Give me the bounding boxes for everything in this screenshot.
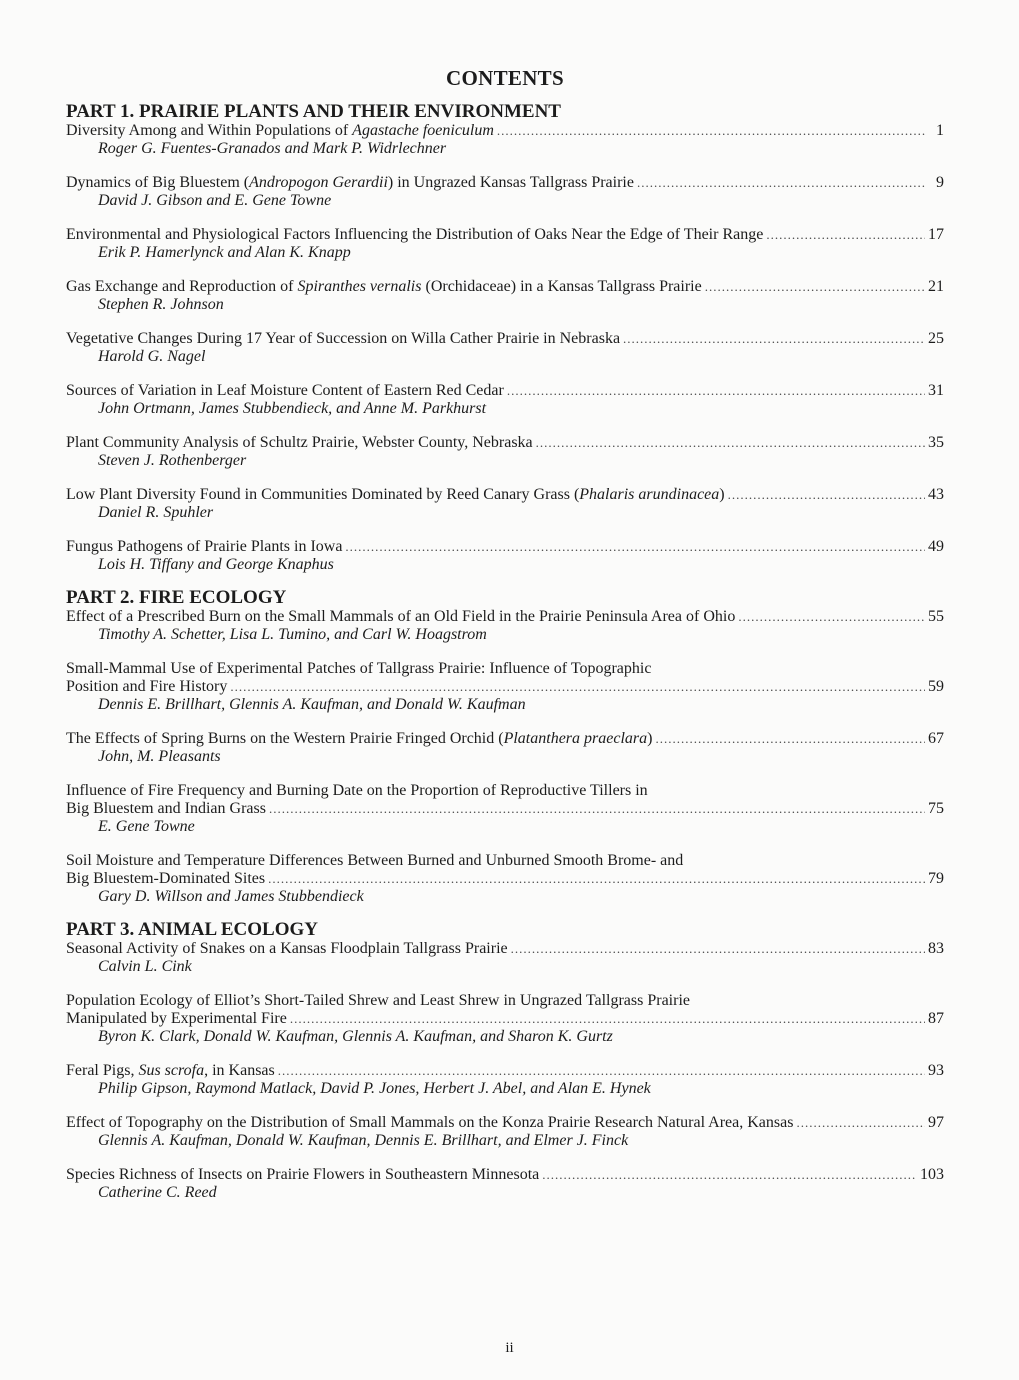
entry-authors: E. Gene Towne [98,818,195,835]
entry-title-line: Soil Moisture and Temperature Differences Between Burned and Unburned Smooth Brome- and [66,852,684,869]
entry-title [66,678,227,696]
dot-leader [511,940,925,958]
dot-leader [728,486,925,504]
entry-title-text: Plant Community Analysis of Schultz Prairie, Webster County, Nebraska [66,434,533,451]
entry-line [66,278,944,296]
toc-entry [66,122,944,158]
toc-entry [66,1062,944,1098]
page-number-ref: 17 [928,226,944,243]
part-heading: PART 1. PRAIRIE PLANTS AND THEIR ENVIRONMENT [66,101,561,122]
page-number-ref: 59 [928,678,944,695]
dot-leader [269,800,925,818]
entry-title-text: Low Plant Diversity Found in Communities Dominated by Reed Canary Grass ( [66,486,580,503]
page-number-ref: 97 [928,1114,944,1131]
toc-part [66,588,944,906]
dot-leader [497,122,925,140]
entry-line [66,434,944,452]
dot-leader [766,226,925,244]
page-number-ref: 75 [928,800,944,817]
page-number-ref: 79 [928,870,944,887]
entry-title-text: Gas Exchange and Reproduction of [66,278,298,295]
entry-title-tail: , in Kansas [204,1062,275,1079]
toc-entry [66,382,944,418]
dot-leader [268,870,925,888]
dot-leader [738,608,925,626]
entry-line [66,538,944,556]
toc-entry [66,434,944,470]
entry-title [66,608,735,626]
entry-title-tail: ) [719,486,725,503]
entry-authors: John, M. Pleasants [98,748,221,765]
entry-title-tail: (Orchidaceae) in a Kansas Tallgrass Prairie [421,278,702,295]
entry-title [66,1010,287,1028]
entry-title-species: Spiranthes vernalis [297,278,422,295]
page-title: CONTENTS [446,66,564,90]
entry-title [66,800,266,818]
entry-title-line: Population Ecology of Elliot’s Short-Tailed Shrew and Least Shrew in Ungrazed Tallgrass Prairie [66,992,690,1009]
entry-authors: Catherine C. Reed [98,1184,217,1201]
parts-container [66,102,944,1202]
page-number-ref: 31 [928,382,944,399]
entry-title [66,1114,793,1132]
entry-title-tail: ) [647,730,653,747]
dot-leader [637,174,925,192]
page-number-ref: 21 [928,278,944,295]
toc-part [66,102,944,574]
entry-title-text: Diversity Among and Within Populations of [66,122,353,139]
part-heading: PART 3. ANIMAL ECOLOGY [66,919,318,940]
entry-title-text: Environmental and Physiological Factors Influencing the Distribution of Oaks Near the Edge of Their Range [66,226,764,243]
entry-line [66,1114,944,1132]
entry-authors: Dennis E. Brillhart, Glennis A. Kaufman, and Donald W. Kaufman [98,696,526,713]
entry-authors: Glennis A. Kaufman, Donald W. Kaufman, Dennis E. Brillhart, and Elmer J. Finck [98,1132,629,1149]
entry-authors: Steven J. Rothenberger [98,452,247,469]
toc-entry [66,730,944,766]
dot-leader [796,1114,925,1132]
page-number-ref: 35 [928,434,944,451]
entry-authors: Roger G. Fuentes-Granados and Mark P. Widrlechner [98,140,447,157]
entry-line [66,940,944,958]
toc-entry [66,782,944,836]
entry-line [66,330,944,348]
entry-authors: Harold G. Nagel [98,348,206,365]
entry-line [66,226,944,244]
entry-line [66,870,944,888]
entry-authors: Stephen R. Johnson [98,296,224,313]
entry-title-text: Seasonal Activity of Snakes on a Kansas Floodplain Tallgrass Prairie [66,940,508,957]
toc-entry [66,174,944,210]
entry-title-text: Effect of Topography on the Distribution of Small Mammals on the Konza Prairie Research Natural Area, Kansas [66,1114,794,1131]
entry-title-text: Species Richness of Insects on Prairie Flowers in Southeastern Minnesota [66,1166,540,1183]
entry-line [66,678,944,696]
entry-authors: David J. Gibson and E. Gene Towne [98,192,332,209]
entry-line [66,800,944,818]
toc-entry [66,660,944,714]
dot-leader [536,434,925,452]
entry-authors: Calvin L. Cink [98,958,192,975]
entry-title-text: The Effects of Spring Burns on the Western Prairie Fringed Orchid ( [66,730,504,747]
page-number-ref: 49 [928,538,944,555]
entry-title-species: Phalaris arundinacea [579,486,720,503]
page-number-ref: 87 [928,1010,944,1027]
toc-entry [66,940,944,976]
entry-line [66,1062,944,1080]
entry-title-text: Effect of a Prescribed Burn on the Small Mammals of an Old Field in the Prairie Peninsula Area of Ohio [66,608,736,625]
entry-authors: Philip Gipson, Raymond Matlack, David P. Jones, Herbert J. Abel, and Alan E. Hynek [98,1080,651,1097]
entry-authors: Erik P. Hamerlynck and Alan K. Knapp [98,244,351,261]
entry-title [66,122,494,140]
entry-line [66,174,944,192]
entry-title-text: Sources of Variation in Leaf Moisture Content of Eastern Red Cedar [66,382,504,399]
dot-leader [230,678,925,696]
entry-authors: Gary D. Willson and James Stubbendieck [98,888,364,905]
entry-title-text: Big Bluestem-Dominated Sites [66,870,266,887]
page-number: ii [505,1340,514,1356]
entry-authors: John Ortmann, James Stubbendieck, and Anne M. Parkhurst [98,400,487,417]
contents-page [66,66,944,1216]
entry-title-text: Position and Fire History [66,678,228,695]
entry-title-text: Big Bluestem and Indian Grass [66,800,266,817]
entry-line [66,608,944,626]
entry-title-text: Feral Pigs, [66,1062,139,1079]
page-number-ref: 1 [936,122,944,139]
entry-title-line: Small-Mammal Use of Experimental Patches of Tallgrass Prairie: Influence of Topographic [66,660,652,677]
dot-leader [655,730,925,748]
entry-line [66,122,944,140]
entry-line [66,382,944,400]
dot-leader [542,1166,917,1184]
entry-title [66,870,265,888]
page-number-ref: 43 [928,486,944,503]
page-number-ref: 103 [920,1166,944,1183]
toc-entry [66,330,944,366]
entry-title [66,382,504,400]
entry-title [66,1166,539,1184]
toc-entry [66,992,944,1046]
entry-line [66,1010,944,1028]
dot-leader [290,1010,925,1028]
entry-title-text: Fungus Pathogens of Prairie Plants in Iowa [66,538,343,555]
entry-title-species: Agastache foeniculum [352,122,494,139]
entry-title-species: Sus scrofa [138,1062,205,1079]
entry-title-text: Vegetative Changes During 17 Year of Succession on Willa Cather Prairie in Nebraska [66,330,621,347]
entry-title [66,538,342,556]
part-heading: PART 2. FIRE ECOLOGY [66,587,287,608]
entry-title-text: Dynamics of Big Bluestem ( [66,174,250,191]
entry-title-text: Manipulated by Experimental Fire [66,1010,287,1027]
dot-leader [507,382,925,400]
entry-title [66,434,533,452]
entry-line [66,730,944,748]
toc-entry [66,608,944,644]
entry-authors: Lois H. Tiffany and George Knaphus [98,556,334,573]
entry-title [66,330,620,348]
toc-entry [66,1166,944,1202]
entry-title-line: Influence of Fire Frequency and Burning Date on the Proportion of Reproductive Tillers in [66,782,648,799]
entry-title-species: Andropogon Gerardii [249,174,388,191]
toc-entry [66,226,944,262]
entry-title [66,226,763,244]
entry-authors: Daniel R. Spuhler [98,504,214,521]
dot-leader [278,1062,925,1080]
dot-leader [623,330,925,348]
entry-authors: Timothy A. Schetter, Lisa L. Tumino, and Carl W. Hoagstrom [98,626,487,643]
entry-authors: Byron K. Clark, Donald W. Kaufman, Glennis A. Kaufman, and Sharon K. Gurtz [98,1028,613,1045]
dot-leader [345,538,925,556]
page-number-ref: 67 [928,730,944,747]
toc-part [66,920,944,1202]
entry-line [66,486,944,504]
toc-entry [66,278,944,314]
page-number-ref: 93 [928,1062,944,1079]
entry-title [66,486,725,504]
page-number-ref: 25 [928,330,944,347]
entry-title-species: Platanthera praeclara [503,730,648,747]
entry-title [66,1062,275,1080]
page-number-ref: 83 [928,940,944,957]
toc-entry [66,538,944,574]
toc-entry [66,852,944,906]
entry-title [66,174,634,192]
entry-title-tail: ) in Ungrazed Kansas Tallgrass Prairie [387,174,634,191]
entry-line [66,1166,944,1184]
entry-title [66,730,652,748]
toc-entry [66,486,944,522]
toc-entry [66,1114,944,1150]
page-number-ref: 9 [936,174,944,191]
entry-title [66,278,702,296]
entry-title [66,940,508,958]
dot-leader [705,278,925,296]
page-number-ref: 55 [928,608,944,625]
